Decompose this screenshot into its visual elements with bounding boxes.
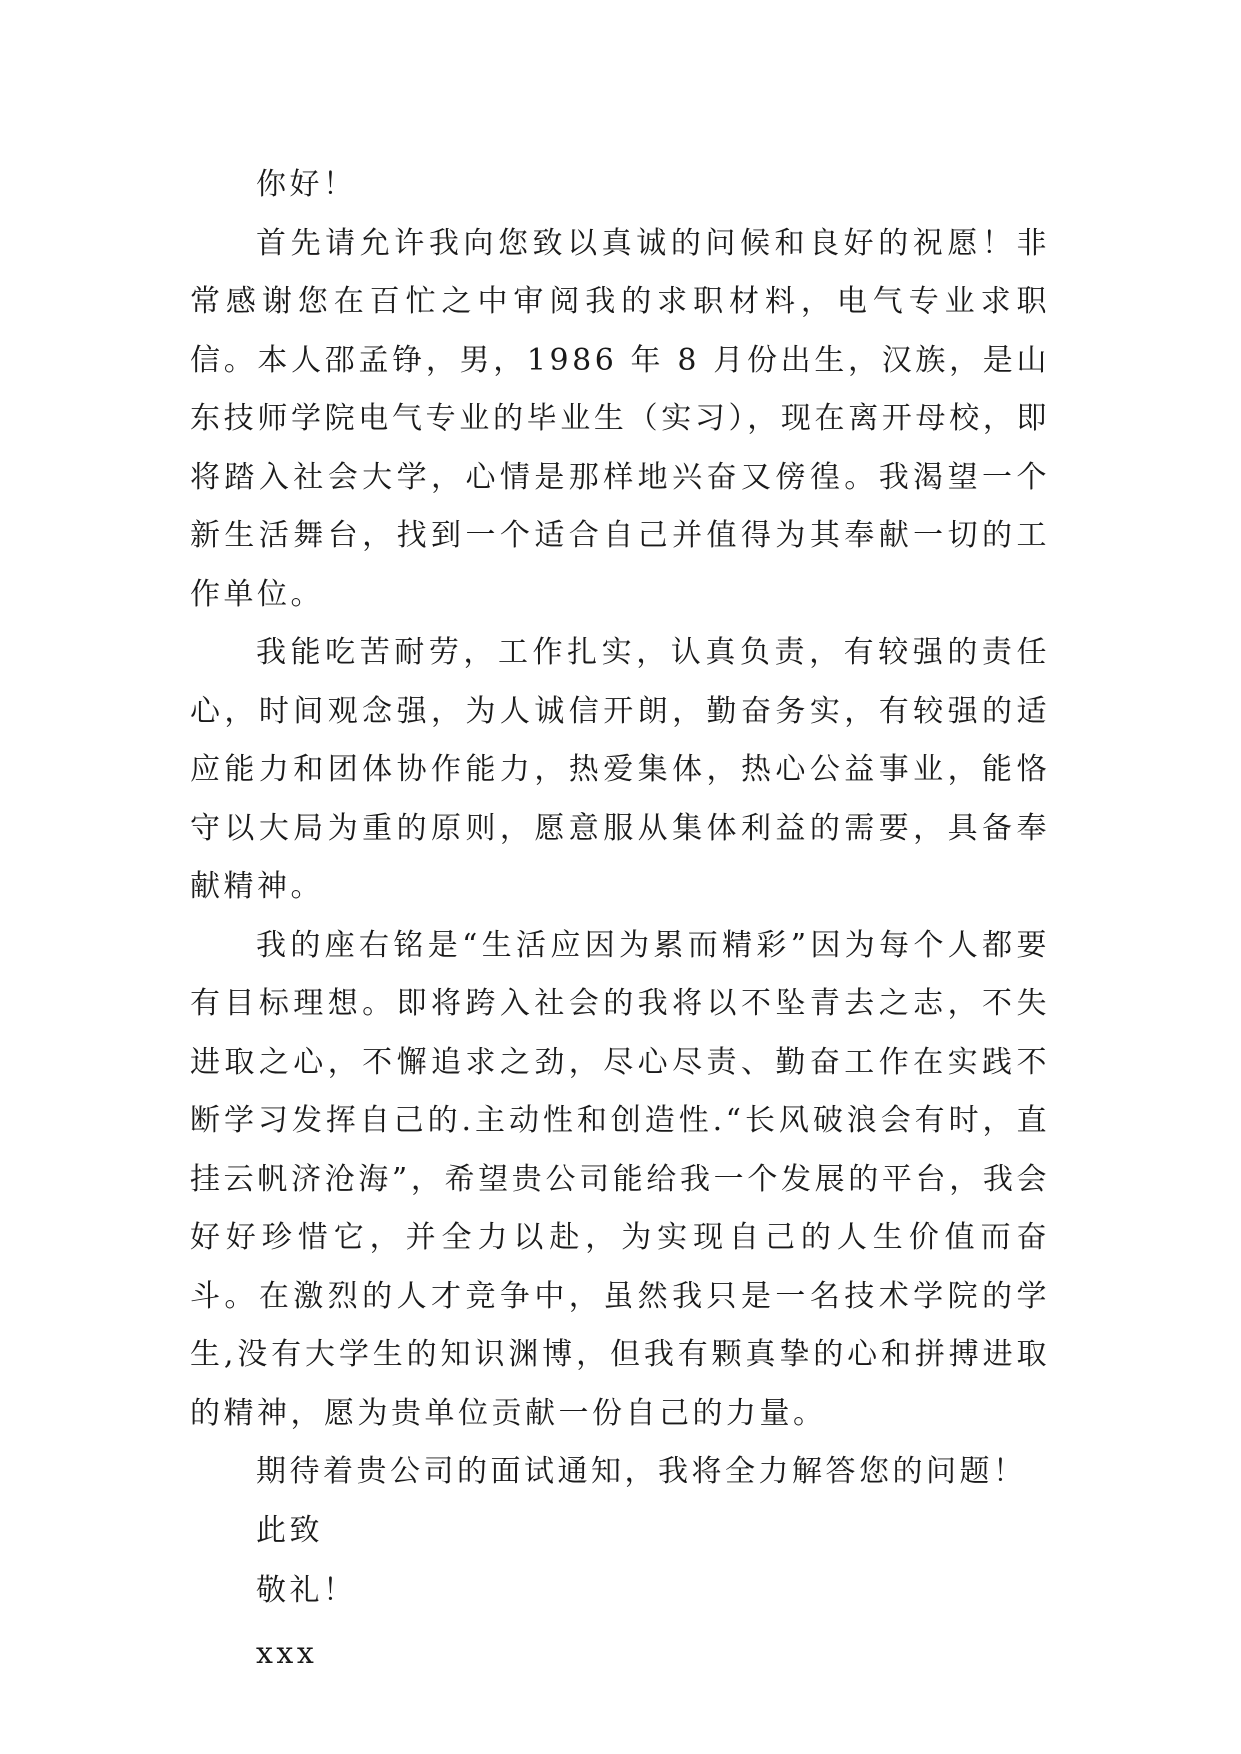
paragraph-intro: 首先请允许我向您致以真诚的问候和良好的祝愿！非常感谢您在百忙之中审阅我的求职材料，电气专业求职信。本人邵孟铮，男，1986 年 8 月份出生，汉族，是山东技师学院电气专业的毕业生（实习），现在离开母校，即将踏入社会大学，心情是那样地兴奋又傍徨。我渴望一个新生活舞台，找到一个适合自己并值得为其奉献一切的工作单位。	[190, 225, 1050, 612]
paragraph-motto: 我的座右铭是“生活应因为累而精彩”因为每个人都要有目标理想。即将跨入社会的我将以不坠青去之志，不失进取之心，不懈追求之劲，尽心尽责、勤奋工作在实践不断学习发挥自己的.主动性和创造性.“长风破浪会有时，直挂云帆济沧海”，希望贵公司能给我一个发展的平台，我会好好珍惜它，并全力以赴，为实现自己的人生价值而奋斗。在激烈的人才竞争中，虽然我只是一名技术学院的学生,没有大学生的知识渊博，但我有颗真挚的心和拼搏进取的精神，愿为贵单位贡献一份自己的力量。	[190, 927, 1050, 1431]
signature: xxx	[256, 1635, 318, 1671]
greeting: 你好！	[256, 167, 357, 202]
paragraph-closing: 期待着贵公司的面试通知，我将全力解答您的问题！	[256, 1454, 1027, 1489]
paragraph-qualities: 我能吃苦耐劳，工作扎实，认真负责，有较强的责任心，时间观念强，为人诚信开朗，勤奋务实，有较强的适应能力和团体协作能力，热爱集体，热心公益事业，能恪守以大局为重的原则，愿意服从集体利益的需要，具备奉献精神。	[190, 635, 1050, 904]
closing-line-2: 敬礼！	[256, 1573, 357, 1608]
letter-body	[190, 156, 1050, 1683]
closing-line-1: 此致	[256, 1512, 323, 1548]
